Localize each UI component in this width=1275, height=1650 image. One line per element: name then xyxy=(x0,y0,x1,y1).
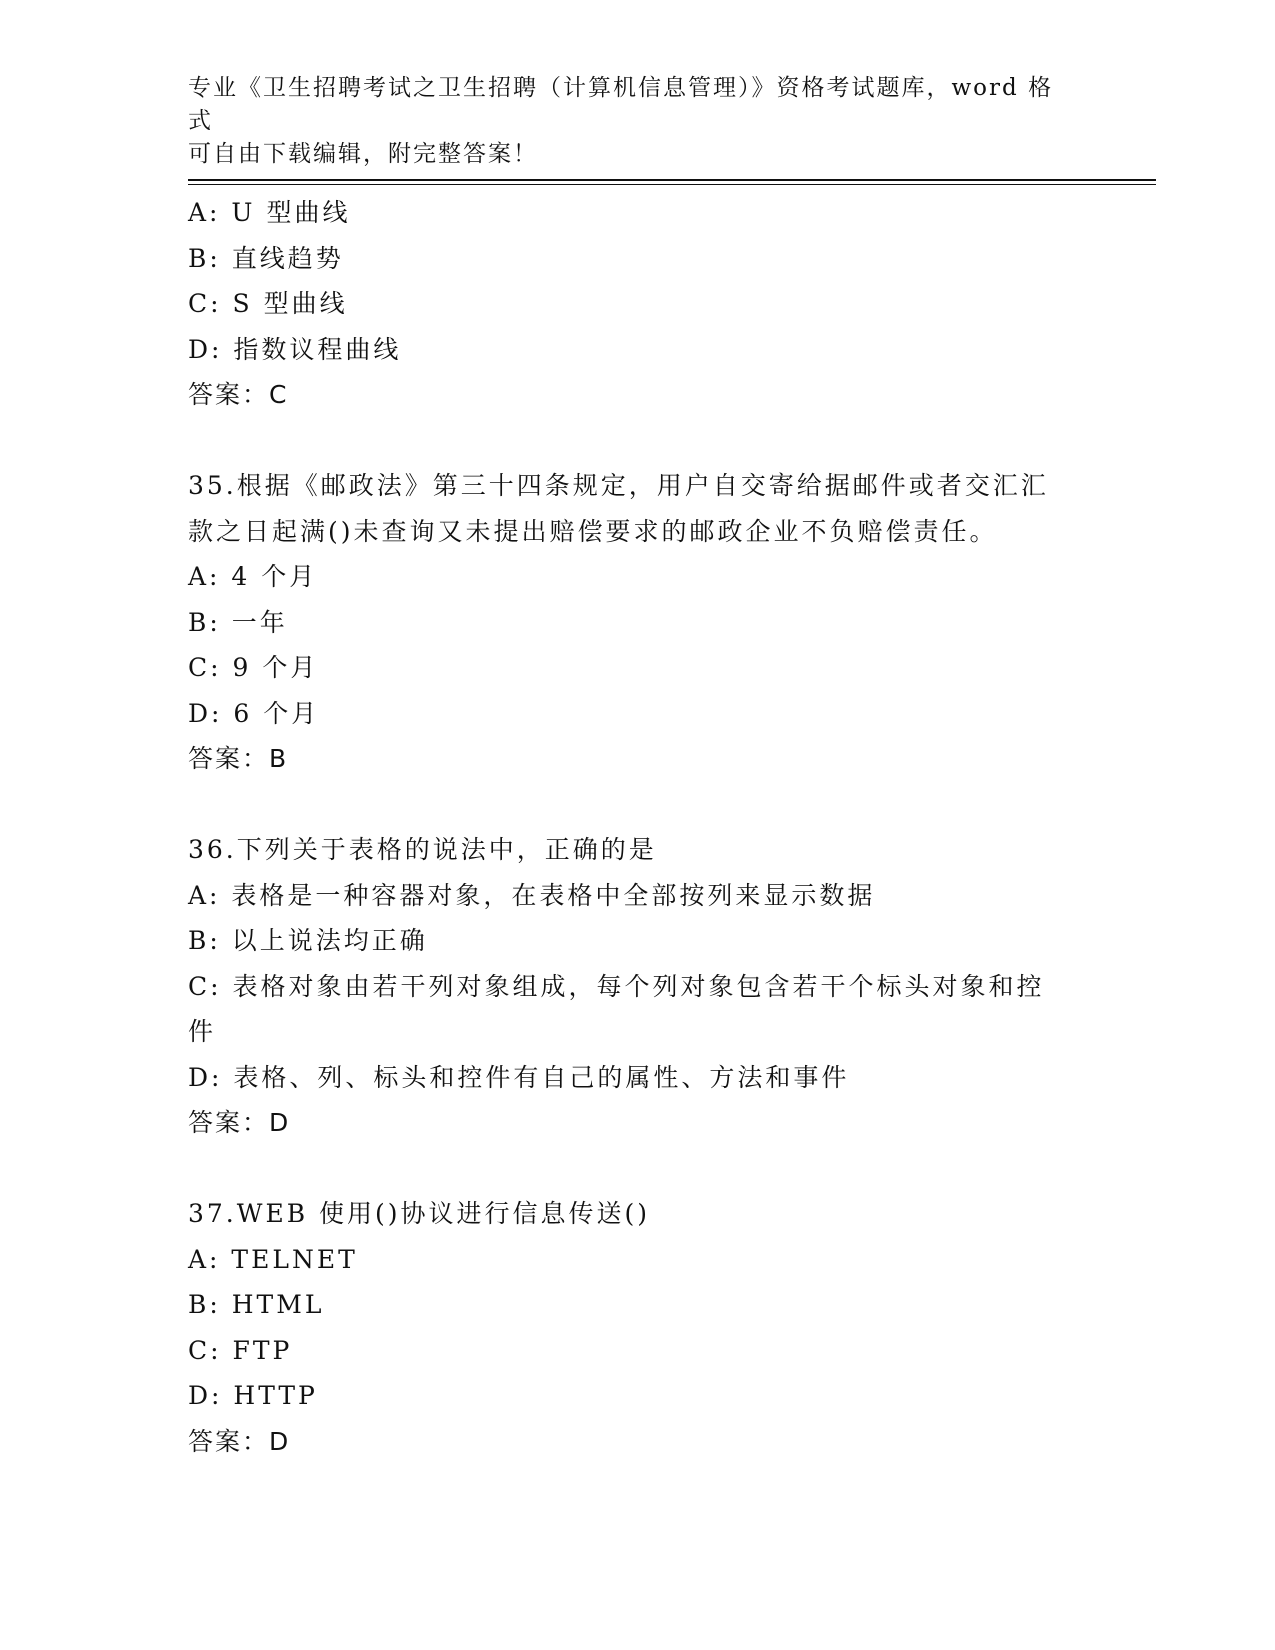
spacer xyxy=(188,1146,1088,1192)
option-b: B: 以上说法均正确 xyxy=(188,926,428,955)
header-divider-thick xyxy=(188,179,1156,181)
question-34 xyxy=(188,190,1088,418)
option-c-continued: 件 xyxy=(188,1017,217,1046)
option-b: B: HTML xyxy=(188,1290,325,1319)
option-c: C: FTP xyxy=(188,1335,293,1365)
question-36 xyxy=(188,827,1088,1146)
question-list xyxy=(188,190,1088,1464)
header-line-2: 可自由下载编辑，附完整答案！ xyxy=(188,141,538,167)
answer: 答案：D xyxy=(188,1108,291,1137)
question-35 xyxy=(188,463,1088,782)
option-c: C: 9 个月 xyxy=(188,653,319,682)
question-text: 37.WEB 使用()协议进行信息传送() xyxy=(188,1199,651,1228)
question-text-line-1: 35.根据《邮政法》第三十四条规定，用户自交寄给据邮件或者交汇汇 xyxy=(188,471,1049,500)
answer: 答案：B xyxy=(188,744,289,773)
option-d: D: 指数议程曲线 xyxy=(188,334,402,364)
option-d: D: HTTP xyxy=(188,1381,318,1410)
option-d: D: 6 个月 xyxy=(188,698,320,728)
question-text: 36.下列关于表格的说法中，正确的是 xyxy=(188,835,657,864)
option-c: C: S 型曲线 xyxy=(188,289,348,318)
option-a: A: TELNET xyxy=(188,1244,358,1274)
option-d: D: 表格、列、标头和控件有自己的属性、方法和事件 xyxy=(188,1062,850,1092)
document-header xyxy=(188,72,1068,171)
option-c: C: 表格对象由若干列对象组成，每个列对象包含若干个标头对象和控 xyxy=(188,971,1045,1001)
option-a: A: 4 个月 xyxy=(188,562,318,591)
header-divider-thin xyxy=(188,184,1156,185)
answer: 答案：C xyxy=(188,380,289,409)
spacer xyxy=(188,782,1088,828)
question-text-line-2: 款之日起满()未查询又未提出赔偿要求的邮政企业不负赔偿责任。 xyxy=(188,516,998,546)
answer: 答案：D xyxy=(188,1426,291,1456)
spacer xyxy=(188,418,1088,464)
option-a: A: U 型曲线 xyxy=(188,198,351,227)
question-37 xyxy=(188,1191,1088,1464)
header-line-1: 专业《卫生招聘考试之卫生招聘（计算机信息管理）》资格考试题库，word 格式 xyxy=(188,75,1054,134)
option-b: B: 一年 xyxy=(188,607,288,637)
option-b: B: 直线趋势 xyxy=(188,243,344,273)
option-a: A: 表格是一种容器对象，在表格中全部按列来显示数据 xyxy=(188,880,876,910)
